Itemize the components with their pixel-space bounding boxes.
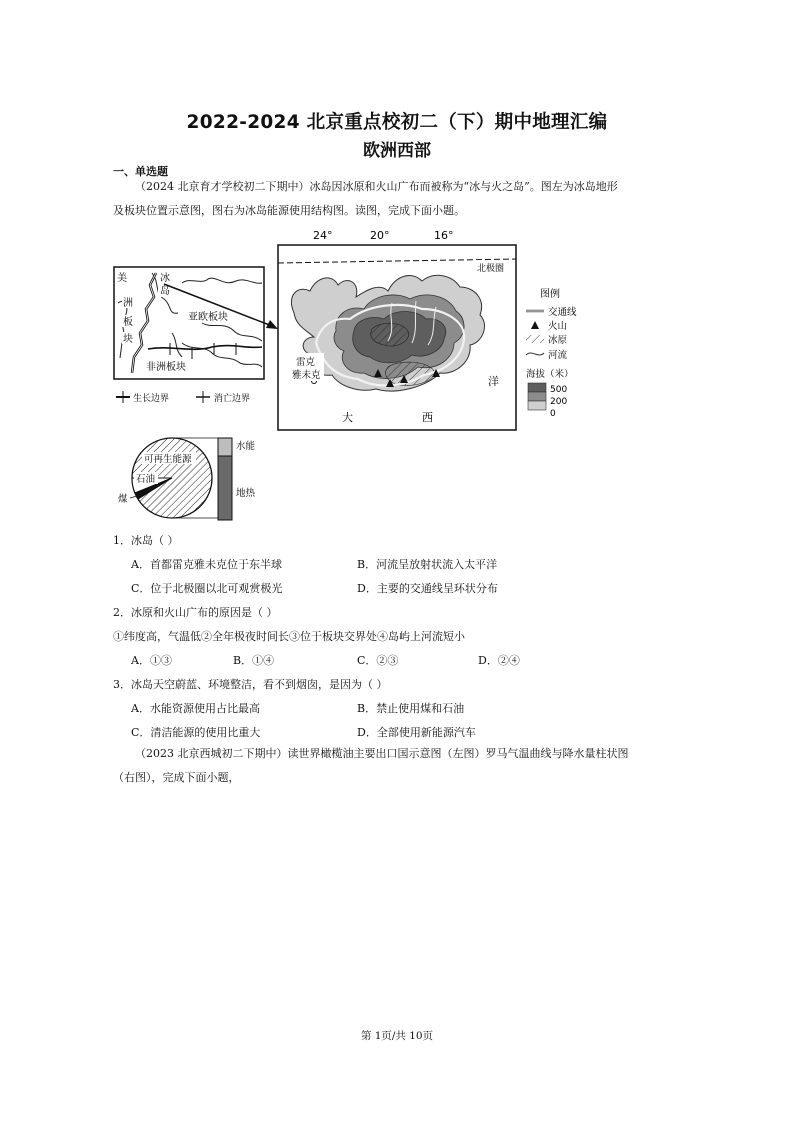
page-footer: 第 1页/共 10页 <box>360 1030 434 1042</box>
label-hydro: 水能 <box>236 441 256 452</box>
page-subtitle: 欧洲西部 <box>363 141 431 161</box>
label-kuai: 块 <box>123 334 133 345</box>
svg-text:生长边界: 生长边界 <box>133 394 170 404</box>
q3-option-d: D．全部使用新能源汽车 <box>357 726 476 739</box>
q1-option-b: B．河流呈放射状流入太平洋 <box>357 558 498 571</box>
label-coal: 煤 <box>118 494 128 505</box>
glacier-1 <box>371 323 409 346</box>
q3-option-a: A．水能资源使用占比最高 <box>131 702 260 715</box>
label-ocean-3: 洋 <box>488 375 499 388</box>
map-legend <box>526 287 577 419</box>
lon-20: 20° <box>370 229 390 242</box>
label-zhou: 洲 <box>123 298 133 309</box>
label-capital-2: 雅未克 <box>292 370 321 381</box>
q1-option-a: A．首都雷克雅未克位于东半球 <box>131 558 282 571</box>
svg-text:冰原: 冰原 <box>548 335 568 346</box>
question-1-stem: 1．冰岛（ ） <box>113 534 179 547</box>
intro-1-line-2: 及板块位置示意图，图右为冰岛能源使用结构图。读图，完成下面小题。 <box>113 204 465 217</box>
svg-text:海拔（米）: 海拔（米） <box>526 369 574 380</box>
q3-option-c: C．清洁能源的使用比重大 <box>131 726 261 739</box>
intro-paragraph-1 <box>113 175 703 223</box>
svg-text:消亡边界: 消亡边界 <box>214 394 251 404</box>
svg-text:河流: 河流 <box>548 350 568 361</box>
label-dao: 岛 <box>160 286 170 297</box>
legend-growth-boundary <box>116 391 169 404</box>
energy-structure-chart <box>112 430 267 525</box>
q1-option-d: D．主要的交通线呈环状分布 <box>357 582 498 595</box>
intro-paragraph-2 <box>113 742 703 790</box>
question-3-stem: 3．冰岛天空蔚蓝、环境整洁，看不到烟囱，是因为（ ） <box>113 678 388 691</box>
q1-option-c: C．位于北极圈以北可观赏极光 <box>131 582 283 595</box>
q2-option-a: A．①③ <box>131 654 172 667</box>
label-america: 美 <box>117 273 127 284</box>
svg-text:200: 200 <box>550 397 568 407</box>
page-title: 2022-2024 北京重点校初二（下）期中地理汇编 <box>186 112 608 133</box>
label-geothermal: 地热 <box>236 488 256 499</box>
label-ban: 板 <box>123 317 133 328</box>
question-2-statements: ①纬度高，气温低②全年极夜时间长③位于板块交界处④岛屿上河流短小 <box>113 630 465 643</box>
intro-1-line-1: （2024 北京育才学校初二下期中）冰岛因冰原和火山广布而被称为“冰与火之岛”。图左为冰岛地形 <box>135 180 618 193</box>
question-2-stem: 2．冰原和火山广布的原因是（ ） <box>113 606 278 619</box>
label-africa-plate: 非洲板块 <box>146 362 186 373</box>
q2-option-c: C．②③ <box>357 654 399 667</box>
iceland-map <box>276 225 606 435</box>
label-renewable: 可再生能源 <box>144 454 192 465</box>
label-oil: 石油 <box>136 474 156 485</box>
label-ocean-1: 大 <box>342 411 353 424</box>
section-label: 一、单选题 <box>113 165 168 178</box>
svg-text:500: 500 <box>550 385 568 395</box>
bar-hydro <box>218 438 232 456</box>
lon-24: 24° <box>313 229 333 242</box>
svg-text:0: 0 <box>550 409 556 419</box>
label-bing: 冰 <box>160 273 170 284</box>
intro-2-line-1: （2023 北京西城初二下期中）读世界橄榄油主要出口国示意图（左图）罗马气温曲线与降水量柱状图 <box>135 747 629 760</box>
svg-text:火山: 火山 <box>548 321 568 332</box>
label-ocean-2: 西 <box>422 411 433 424</box>
label-arctic-circle: 北极圈 <box>477 264 505 274</box>
bar-geothermal <box>218 456 232 520</box>
legend-consume-boundary <box>196 391 250 404</box>
q3-option-b: B．禁止使用煤和石油 <box>357 702 465 715</box>
label-capital-1: 雷克 <box>296 357 316 368</box>
pointer-arrow <box>160 280 285 340</box>
q2-option-d: D．②④ <box>478 654 520 667</box>
lon-16: 16° <box>434 229 454 242</box>
svg-text:图例: 图例 <box>540 289 560 300</box>
q2-option-b: B．①④ <box>233 654 275 667</box>
svg-text:交通线: 交通线 <box>548 307 577 318</box>
intro-2-line-2: （右图），完成下面小题， <box>113 771 240 784</box>
label-eurasia-plate: 亚欧板块 <box>188 312 228 323</box>
